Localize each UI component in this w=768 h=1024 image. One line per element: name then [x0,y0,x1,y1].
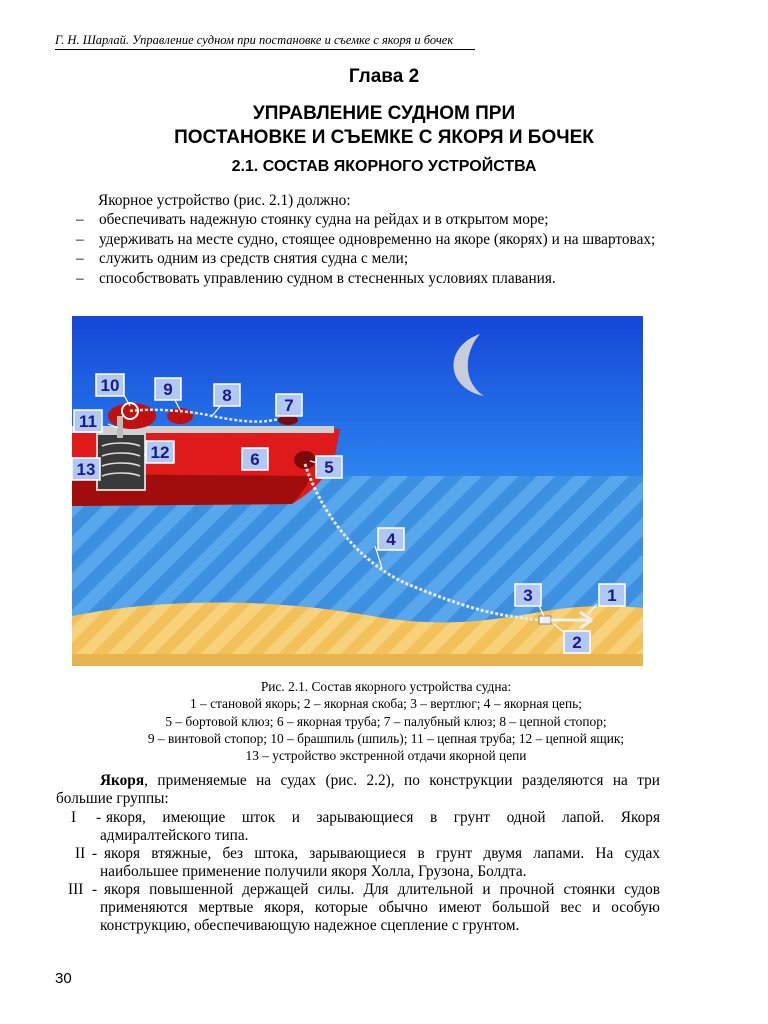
chain-pipe [117,416,123,438]
list-dash: – [76,230,84,248]
caption-legend-line: 5 – бортовой клюз; 6 – якорная труба; 7 – палубный клюз; 8 – цепной стопор; [165,713,607,729]
callout-4-label: 4 [386,530,396,549]
callout-3 [515,584,541,606]
running-head-rule [55,49,475,50]
anchor-type-numeral: I [71,809,77,826]
anchor-system-figure [72,316,643,666]
list-item-text: способствовать управлению судном в стесненных условиях плавания. [99,269,556,287]
list-item-text: удерживать на месте судно, стоящее одновременно на якоре (якорях) и на швартовах; [99,230,656,248]
callout-10 [96,374,124,396]
callout-12-label: 12 [150,443,170,462]
callout-1-label: 1 [607,586,617,605]
list-dash: – [76,269,84,287]
callout-13-label: 13 [76,460,96,479]
caption-legend-line: 9 – винтовой стопор; 10 – брашпиль (шпиль); 11 – цепная труба; 12 – цепной ящик; [147,730,625,746]
callout-7 [276,394,302,416]
caption-title: Рис. 2.1. Состав якорного устройства судна: [260,679,512,694]
title-line-1: УПРАВЛЕНИЕ СУДНОМ ПРИ [252,103,516,124]
anchor-types-list [56,809,660,935]
list-dash: – [76,250,84,267]
callout-9 [155,378,181,400]
page-number: 30 [55,970,72,987]
callout-5 [316,456,342,478]
anchor-type-separator: - [96,809,102,826]
anchor-type-item [56,809,660,845]
callout-11-label: 11 [79,412,97,431]
windlass-body [108,403,156,429]
caption-legend-line: 13 – устройство экстренной отдачи якорной цепи [245,748,527,764]
seabed-bottom-band [72,654,643,666]
figure-caption [56,678,716,764]
anchors-paragraph-text: , применяемые на судах (рис. 2.2), по конструкции разделяются на три большие группы: [56,772,660,807]
callout-10-label: 10 [100,376,120,395]
list-item [56,210,660,230]
callout-4 [378,528,404,550]
callout-8 [214,384,240,406]
callout-1 [599,584,625,606]
callout-9-label: 9 [163,380,173,399]
callout-7-label: 7 [284,396,294,415]
anchor-type-item [56,881,660,935]
anchor-type-text: якоря повышенной держащей силы. Для длительной и прочной стоянки судов применяются мертвые якоря, которые обычно имеют большой вес и особую конструкцию, обеспечивающую надежное сцепление с грунтом. [100,881,660,934]
chapter-title: Глава 2 [348,66,420,87]
anchor-type-text: якоря, имеющие шток и зарывающиеся в грунт одной лапой. Якоря адмиралтейского типа. [100,809,660,844]
anchor-type-text: якоря втяжные, без штока, зарывающиеся в грунт двумя лапами. На судах наибольшее применение получили якоря Холла, Грузона, Болдта. [100,845,660,880]
anchors-term: Якоря [100,772,145,789]
callout-13 [72,458,100,480]
list-item [56,230,660,250]
callout-2-label: 2 [572,633,582,652]
callout-3-label: 3 [523,586,533,605]
running-head: Г. Н. Шарлай. Управление судном при постановке и съемке с якоря и бочек [55,33,454,47]
callout-11 [74,410,102,432]
ship-deck [72,426,334,433]
title-line-2: ПОСТАНОВКЕ И СЪЕМКЕ С ЯКОРЯ И БОЧЕК [174,127,594,148]
anchor-type-numeral: II [75,845,86,862]
anchor-type-item [56,845,660,881]
list-item-text: служить одним из средств снятия судна с мели; [99,250,409,267]
callout-8-label: 8 [222,386,232,405]
callout-5-label: 5 [324,458,334,477]
anchor-system-illustration [72,316,643,666]
anchor-type-numeral: III [68,881,84,898]
callout-6 [242,448,268,470]
caption-legend-line: 1 – становой якорь; 2 – якорная скоба; 3 – вертлюг; 4 – якорная цепь; [190,696,582,712]
list-item [56,249,660,269]
requirements-list [56,210,660,288]
page-title [0,102,768,150]
callout-2 [564,631,590,653]
anchor-type-separator: - [92,845,98,862]
callout-6-label: 6 [250,450,260,469]
anchor-type-separator: - [92,881,98,898]
list-item-text: обеспечивать надежную стоянку судна на рейдах и в открытом море; [99,211,549,228]
list-dash: – [76,211,84,228]
anchors-paragraph [56,772,660,808]
callout-12 [146,441,174,463]
intro-text: Якорное устройство (рис. 2.1) должно: [98,192,351,209]
section-heading: 2.1. СОСТАВ ЯКОРНОГО УСТРОЙСТВА [231,158,537,175]
list-item [56,269,660,289]
